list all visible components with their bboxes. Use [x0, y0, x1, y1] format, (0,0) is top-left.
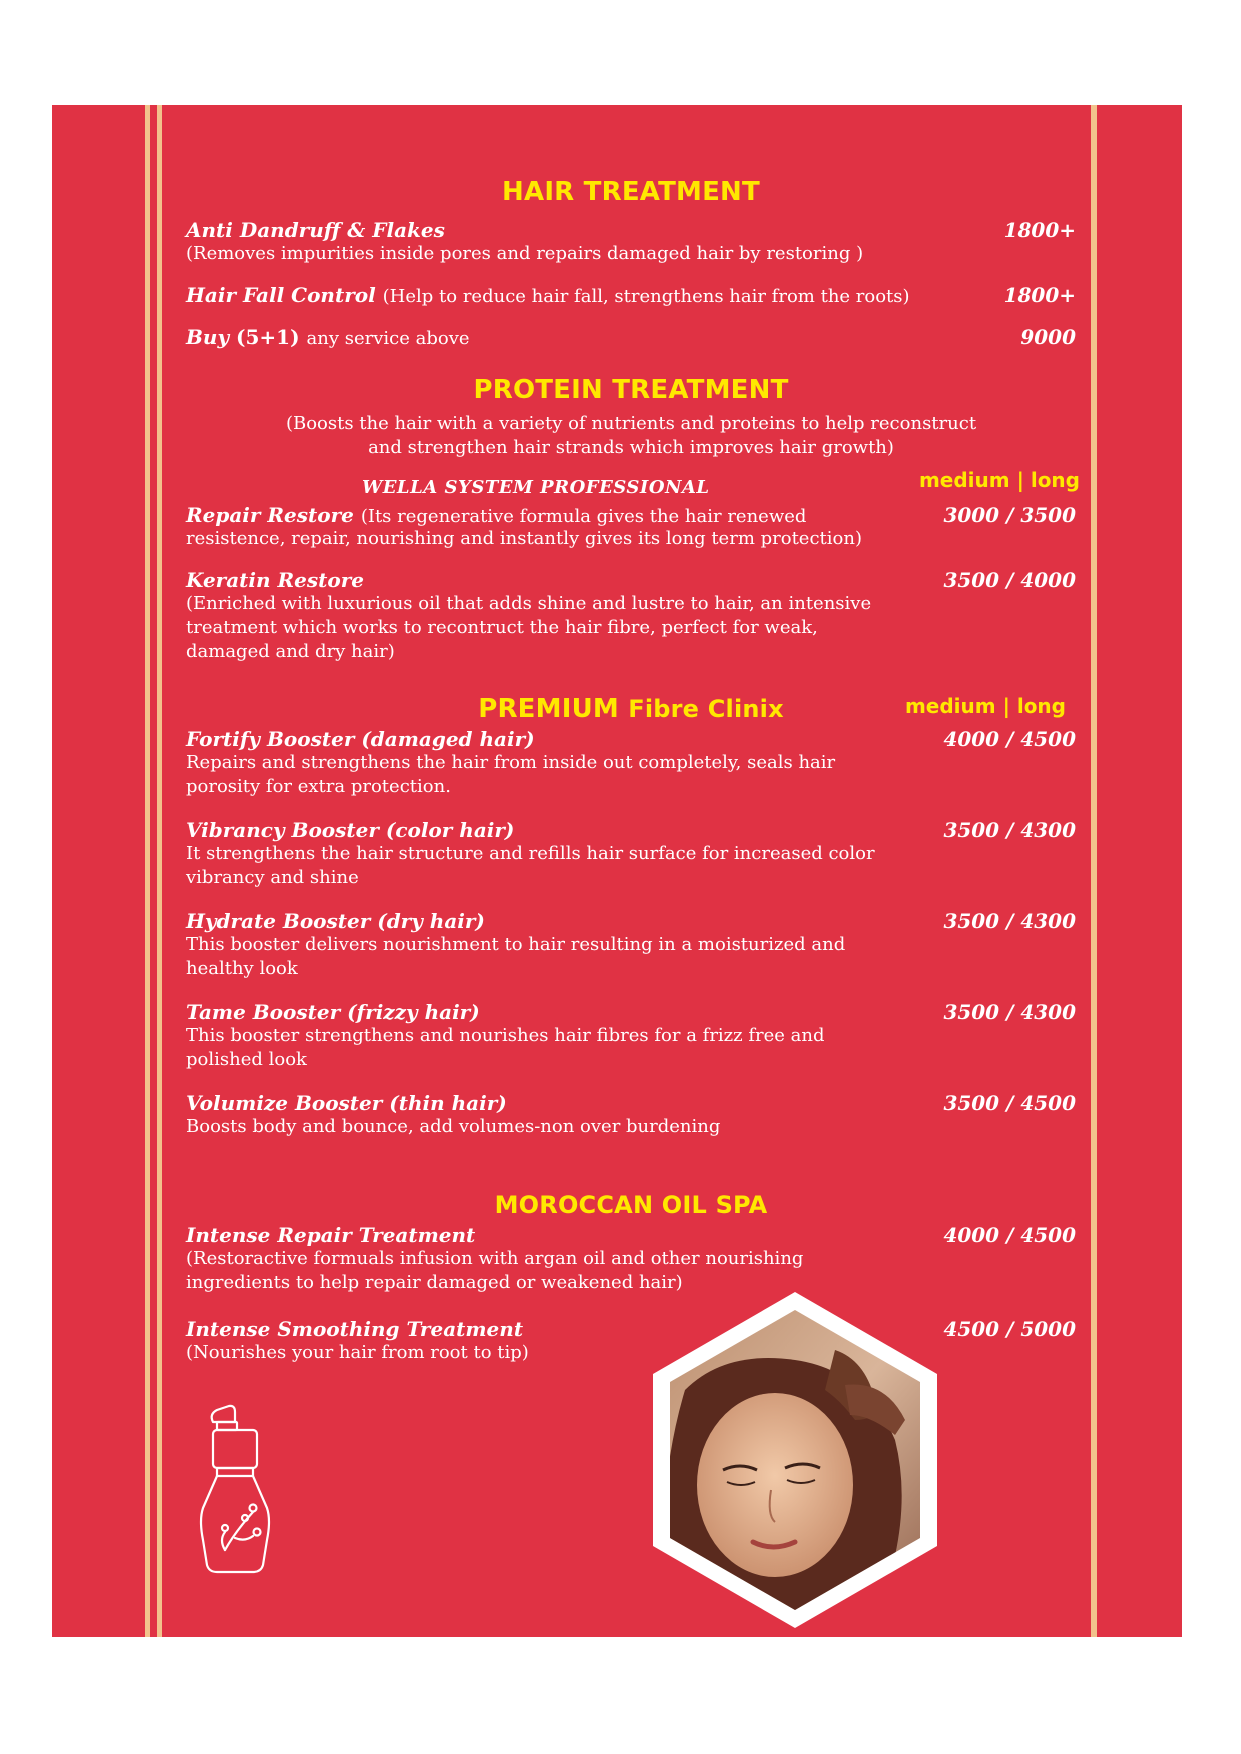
service-volumize [186, 1091, 1076, 1139]
service-price: 3500 / 4300 [943, 909, 1076, 933]
service-desc-l1: Boosts body and bounce, add volumes-non over burdening [186, 1116, 721, 1137]
size-header-premium: medium | long [904, 694, 1066, 718]
offer-bold: (5+1) [236, 325, 300, 349]
service-desc-cont: resistence, repair, nourishing and instantly gives its long term protection) [186, 528, 862, 549]
hair-treatment-title: HAIR TREATMENT [502, 177, 760, 207]
service-price: 3500 / 4300 [943, 1000, 1076, 1024]
service-name: Hydrate Booster (dry hair) [186, 909, 485, 933]
service-desc-l1: (Restoractive formuals infusion with argan oil and other nourishing [186, 1248, 804, 1269]
service-price: 4000 / 4500 [943, 727, 1076, 751]
protein-desc-line2: and strengthen hair strands which improves hair growth) [368, 437, 894, 458]
service-price: 1800+ [1003, 283, 1076, 307]
service-vibrancy [186, 818, 1076, 890]
service-desc-l1: (Nourishes your hair from root to tip) [186, 1342, 529, 1363]
offer-price: 9000 [1020, 325, 1076, 349]
size-header: medium | long [918, 468, 1080, 492]
service-name: Vibrancy Booster (color hair) [186, 818, 515, 842]
service-price: 3500 / 4500 [943, 1091, 1076, 1115]
service-desc-l1: It strengthens the hair structure and refills hair surface for increased color [186, 843, 875, 864]
serum-bottle-icon [195, 1400, 295, 1575]
offer-prefix: Buy [186, 325, 230, 349]
premium-title-sub: Fibre Clinix [628, 695, 784, 723]
service-desc-l2: ingredients to help repair damaged or weakened hair) [186, 1272, 683, 1293]
service-hydrate [186, 909, 1076, 981]
protein-desc-line1: (Boosts the hair with a variety of nutrients and proteins to help reconstruct [285, 413, 977, 434]
service-desc: (Removes impurities inside pores and repairs damaged hair by restoring ) [186, 243, 864, 264]
service-price: 1800+ [1003, 218, 1076, 242]
brand-label: WELLA SYSTEM PROFESSIONAL [362, 477, 710, 498]
premium-title-main: PREMIUM [478, 694, 619, 724]
offer-row [186, 325, 1076, 349]
service-name-line [186, 283, 1076, 307]
offer-text: any service above [306, 328, 470, 349]
service-price: 4000 / 4500 [943, 1223, 1076, 1247]
service-desc-l3: damaged and dry hair) [186, 641, 395, 662]
service-intense-repair [186, 1223, 1076, 1295]
service-desc-l2: polished look [186, 1049, 307, 1070]
service-desc-l2: vibrancy and shine [186, 867, 359, 888]
service-hair-fall [186, 283, 1076, 307]
service-repair-restore [186, 503, 1076, 551]
service-desc-l1: Repairs and strengthens the hair from inside out completely, seals hair [186, 752, 836, 773]
service-desc-l1: This booster delivers nourishment to hair resulting in a moisturized and [186, 934, 846, 955]
service-name: Repair Restore [186, 503, 354, 527]
service-tame [186, 1000, 1076, 1072]
service-name: Anti Dandruff & Flakes [186, 218, 445, 242]
left-stripe-outer [145, 105, 150, 1637]
protein-treatment-title: PROTEIN TREATMENT [473, 375, 789, 405]
service-name: Intense Repair Treatment [186, 1223, 476, 1247]
service-desc-l1: This booster strengthens and nourishes hair fibres for a frizz free and [186, 1025, 825, 1046]
service-desc-l2: porosity for extra protection. [186, 776, 451, 797]
service-desc-l2: healthy look [186, 958, 298, 979]
right-stripe [1091, 105, 1097, 1637]
hair-massage-photo [645, 1290, 945, 1630]
service-anti-dandruff [186, 218, 1076, 266]
service-name: Hair Fall Control [186, 283, 376, 307]
service-price: 3500 / 4000 [943, 568, 1076, 592]
service-name: Volumize Booster (thin hair) [186, 1091, 507, 1115]
service-desc-l1: (Enriched with luxurious oil that adds shine and lustre to hair, an intensive [186, 593, 872, 614]
service-desc: (Its regenerative formula gives the hair renewed [360, 506, 807, 527]
service-keratin-restore [186, 568, 1076, 664]
moroccan-title: MOROCCAN OIL SPA [494, 1191, 768, 1219]
offer-line [186, 325, 1076, 349]
service-desc: (Help to reduce hair fall, strengthens hair from the roots) [382, 286, 910, 307]
service-price: 3000 / 3500 [943, 503, 1076, 527]
service-fortify [186, 727, 1076, 799]
service-price: 4500 / 5000 [943, 1317, 1076, 1341]
service-name: Intense Smoothing Treatment [186, 1317, 524, 1341]
left-stripe-inner [157, 105, 162, 1637]
service-name: Keratin Restore [186, 568, 364, 592]
service-name: Fortify Booster (damaged hair) [186, 727, 535, 751]
service-name: Tame Booster (frizzy hair) [186, 1000, 480, 1024]
service-price: 3500 / 4300 [943, 818, 1076, 842]
service-desc-l2: treatment which works to recontruct the hair fibre, perfect for weak, [186, 617, 818, 638]
